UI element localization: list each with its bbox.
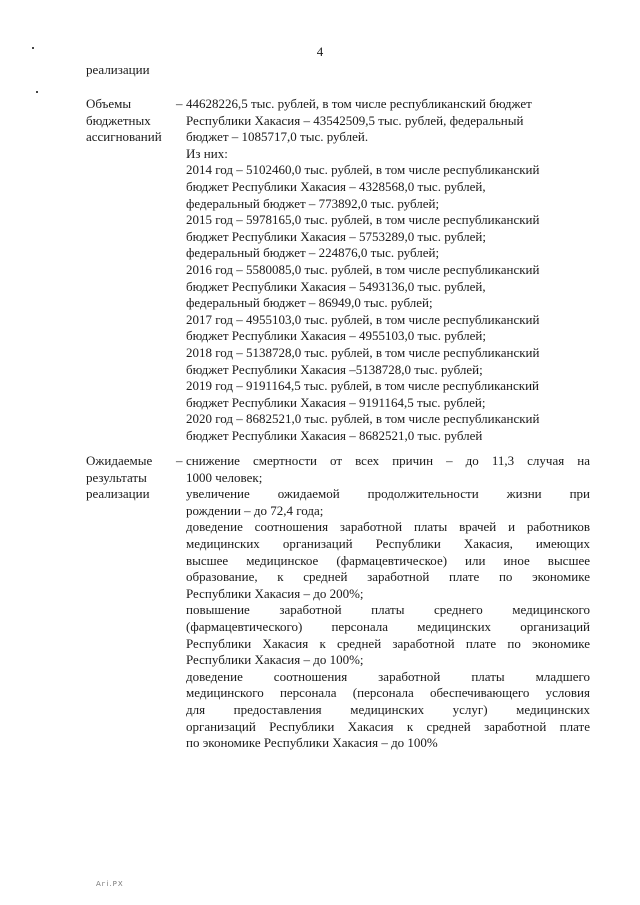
page-number: 4 (316, 44, 324, 59)
budget-text-line: федеральный бюджет – 224876,0 тыс. рублей; (186, 245, 440, 261)
results-text-line: высшее медицинское (фармацевтическое) или иное высшее (186, 552, 590, 568)
results-text-line: увеличение ожидаемой продолжительности жизни при (186, 486, 590, 502)
budget-text-line: бюджет Республики Хакасия – 5493136,0 тыс. рублей, (186, 278, 486, 294)
results-text-line: для предоставления медицинских услуг) медицинских (186, 701, 590, 717)
budget-dash: – (176, 96, 183, 111)
budget-label-line: бюджетных (86, 112, 151, 128)
results-text-line: по экономике Республики Хакасия – до 100% (186, 735, 438, 751)
results-text-line: медицинского персонала (персонала обеспечивающего условия (186, 685, 590, 701)
budget-label (86, 96, 186, 146)
results-text (176, 453, 590, 752)
results-text-line: доведение соотношения заработной платы младшего (186, 668, 590, 684)
results-dash: – (176, 453, 183, 468)
budget-text-line: бюджет – 1085717,0 тыс. рублей. (186, 129, 369, 145)
results-text-line: Республики Хакасия – до 100%; (186, 652, 364, 668)
results-text-line: (фармацевтического) персонала медицинских организаций (186, 618, 590, 634)
budget-text (176, 96, 590, 444)
budget-text-line: бюджет Республики Хакасия – 9191164,5 тыс. рублей; (186, 394, 486, 410)
budget-text-line: 2018 год – 5138728,0 тыс. рублей, в том числе республиканский (186, 344, 540, 360)
budget-text-line: 2020 год – 8682521,0 тыс. рублей, в том числе республиканский (186, 411, 540, 427)
results-text-line: снижение смертности от всех причин – до 11,3 случая на (186, 453, 590, 468)
budget-text-line: 2019 год – 9191164,5 тыс. рублей, в том числе республиканский (186, 378, 539, 394)
footer-mark: Агі.РХ (96, 880, 124, 888)
budget-text-line: бюджет Республики Хакасия – 8682521,0 тыс. рублей (186, 427, 483, 443)
budget-text-line: бюджет Республики Хакасия – 5753289,0 тыс. рублей; (186, 228, 486, 244)
budget-text-line: 2017 год – 4955103,0 тыс. рублей, в том числе республиканский (186, 311, 540, 327)
budget-text-line: бюджет Республики Хакасия – 4328568,0 тыс. рублей, (186, 178, 486, 194)
budget-label-line: ассигнований (86, 129, 162, 145)
previous-section-tail: реализации (86, 62, 150, 77)
results-text-line: медицинских организаций Республики Хакасия, имеющих (186, 535, 590, 551)
results-text-line: повышение заработной платы среднего медицинского (186, 602, 590, 618)
budget-text-line: 44628226,5 тыс. рублей, в том числе республиканский бюджет (186, 96, 532, 111)
budget-text-line: 2016 год – 5580085,0 тыс. рублей, в том числе республиканский (186, 261, 540, 277)
results-text-line: Республики Хакасия – до 200%; (186, 585, 364, 601)
results-label-line: реализации (86, 486, 150, 502)
budget-label-line: Объемы (86, 96, 132, 111)
results-text-line: рождении – до 72,4 года; (186, 502, 324, 518)
budget-text-line: федеральный бюджет – 773892,0 тыс. рублей; (186, 195, 440, 211)
budget-text-line: 2014 год – 5102460,0 тыс. рублей, в том числе республиканский (186, 162, 540, 178)
results-text-line: 1000 человек; (186, 469, 263, 485)
results-text-line: организаций Республики Хакасия к средней заработной плате (186, 718, 590, 734)
scan-speck (36, 91, 38, 93)
budget-text-line: бюджет Республики Хакасия – 4955103,0 тыс. рублей; (186, 328, 486, 344)
budget-text-line: Из них: (186, 145, 228, 161)
results-text-line: Республики Хакасия к средней заработной плате по экономике (186, 635, 590, 651)
results-label-line: Ожидаемые (86, 453, 153, 468)
results-text-line: образование, к средней заработной плате по экономике (186, 569, 590, 585)
budget-text-line: 2015 год – 5978165,0 тыс. рублей, в том числе республиканский (186, 212, 540, 228)
results-text-line: доведение соотношения заработной платы врачей и работников (186, 519, 590, 535)
budget-text-line: Республики Хакасия – 43542509,5 тыс. рублей, федеральный (186, 112, 524, 128)
budget-text-line: бюджет Республики Хакасия –5138728,0 тыс. рублей; (186, 361, 483, 377)
results-label (86, 453, 186, 503)
results-label-line: результаты (86, 469, 147, 485)
budget-text-line: федеральный бюджет – 86949,0 тыс. рублей; (186, 295, 433, 311)
